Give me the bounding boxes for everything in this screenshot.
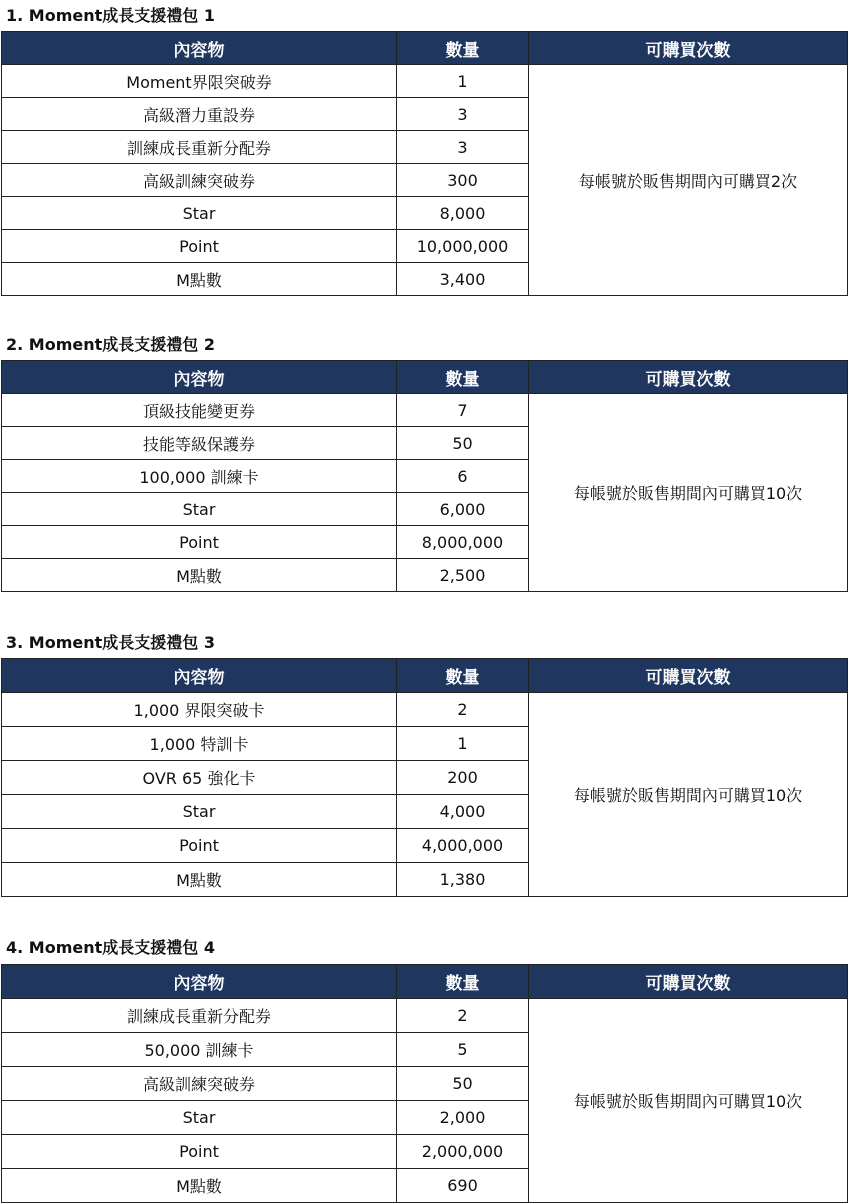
item-cell: 訓練成長重新分配券	[2, 999, 397, 1033]
quantity-cell: 5	[397, 1033, 529, 1067]
header-item: 內容物	[2, 965, 397, 999]
header-quantity: 數量	[397, 361, 529, 394]
quantity-cell: 7	[397, 394, 529, 427]
quantity-cell: 2	[397, 999, 529, 1033]
quantity-cell: 8,000	[397, 197, 529, 230]
quantity-cell: 10,000,000	[397, 230, 529, 263]
item-cell: Star	[2, 1101, 397, 1135]
purchase-limit-cell: 每帳號於販售期間內可購買10次	[529, 693, 848, 897]
item-cell: 100,000 訓練卡	[2, 460, 397, 493]
quantity-cell: 8,000,000	[397, 526, 529, 559]
item-cell: Point	[2, 829, 397, 863]
package-title: 4. Moment成長支援禮包 4	[6, 938, 215, 957]
header-quantity: 數量	[397, 32, 529, 65]
quantity-cell: 50	[397, 427, 529, 460]
item-cell: 1,000 特訓卡	[2, 727, 397, 761]
package-title: 3. Moment成長支援禮包 3	[6, 633, 215, 652]
quantity-cell: 2,000,000	[397, 1135, 529, 1169]
header-limit: 可購買次數	[529, 32, 848, 65]
item-cell: M點數	[2, 263, 397, 296]
quantity-cell: 1	[397, 727, 529, 761]
package-table	[1, 360, 848, 592]
quantity-cell: 4,000,000	[397, 829, 529, 863]
item-cell: 頂級技能變更券	[2, 394, 397, 427]
purchase-limit-cell: 每帳號於販售期間內可購買10次	[529, 999, 848, 1203]
table-header-row	[2, 361, 848, 394]
header-limit: 可購買次數	[529, 965, 848, 999]
purchase-limit-cell: 每帳號於販售期間內可購買10次	[529, 394, 848, 592]
item-cell: Star	[2, 197, 397, 230]
item-cell: Point	[2, 526, 397, 559]
purchase-limit-cell: 每帳號於販售期間內可購買2次	[529, 65, 848, 296]
quantity-cell: 4,000	[397, 795, 529, 829]
table-row	[2, 394, 848, 427]
quantity-cell: 2,000	[397, 1101, 529, 1135]
header-quantity: 數量	[397, 965, 529, 999]
quantity-cell: 300	[397, 164, 529, 197]
quantity-cell: 3	[397, 131, 529, 164]
quantity-cell: 690	[397, 1169, 529, 1203]
header-item: 內容物	[2, 32, 397, 65]
quantity-cell: 6,000	[397, 493, 529, 526]
item-cell: 1,000 界限突破卡	[2, 693, 397, 727]
table-header-row	[2, 965, 848, 999]
item-cell: 高級訓練突破券	[2, 164, 397, 197]
package-table	[1, 31, 848, 296]
item-cell: M點數	[2, 559, 397, 592]
header-item: 內容物	[2, 361, 397, 394]
package-title: 1. Moment成長支援禮包 1	[6, 6, 215, 25]
package-title: 2. Moment成長支援禮包 2	[6, 335, 215, 354]
item-cell: Star	[2, 493, 397, 526]
item-cell: Point	[2, 1135, 397, 1169]
item-cell: 50,000 訓練卡	[2, 1033, 397, 1067]
header-limit: 可購買次數	[529, 659, 848, 693]
quantity-cell: 2,500	[397, 559, 529, 592]
header-item: 內容物	[2, 659, 397, 693]
item-cell: 高級訓練突破券	[2, 1067, 397, 1101]
item-cell: 高級潛力重設券	[2, 98, 397, 131]
quantity-cell: 3,400	[397, 263, 529, 296]
item-cell: 技能等級保護券	[2, 427, 397, 460]
quantity-cell: 50	[397, 1067, 529, 1101]
quantity-cell: 200	[397, 761, 529, 795]
item-cell: Star	[2, 795, 397, 829]
item-cell: 訓練成長重新分配券	[2, 131, 397, 164]
table-header-row	[2, 32, 848, 65]
item-cell: M點數	[2, 1169, 397, 1203]
table-row	[2, 693, 848, 727]
package-table	[1, 658, 848, 897]
item-cell: Moment界限突破券	[2, 65, 397, 98]
package-table	[1, 964, 848, 1203]
quantity-cell: 1,380	[397, 863, 529, 897]
quantity-cell: 2	[397, 693, 529, 727]
table-header-row	[2, 659, 848, 693]
table-row	[2, 999, 848, 1033]
quantity-cell: 6	[397, 460, 529, 493]
item-cell: M點數	[2, 863, 397, 897]
header-limit: 可購買次數	[529, 361, 848, 394]
header-quantity: 數量	[397, 659, 529, 693]
quantity-cell: 1	[397, 65, 529, 98]
item-cell: Point	[2, 230, 397, 263]
item-cell: OVR 65 強化卡	[2, 761, 397, 795]
quantity-cell: 3	[397, 98, 529, 131]
table-row	[2, 65, 848, 98]
